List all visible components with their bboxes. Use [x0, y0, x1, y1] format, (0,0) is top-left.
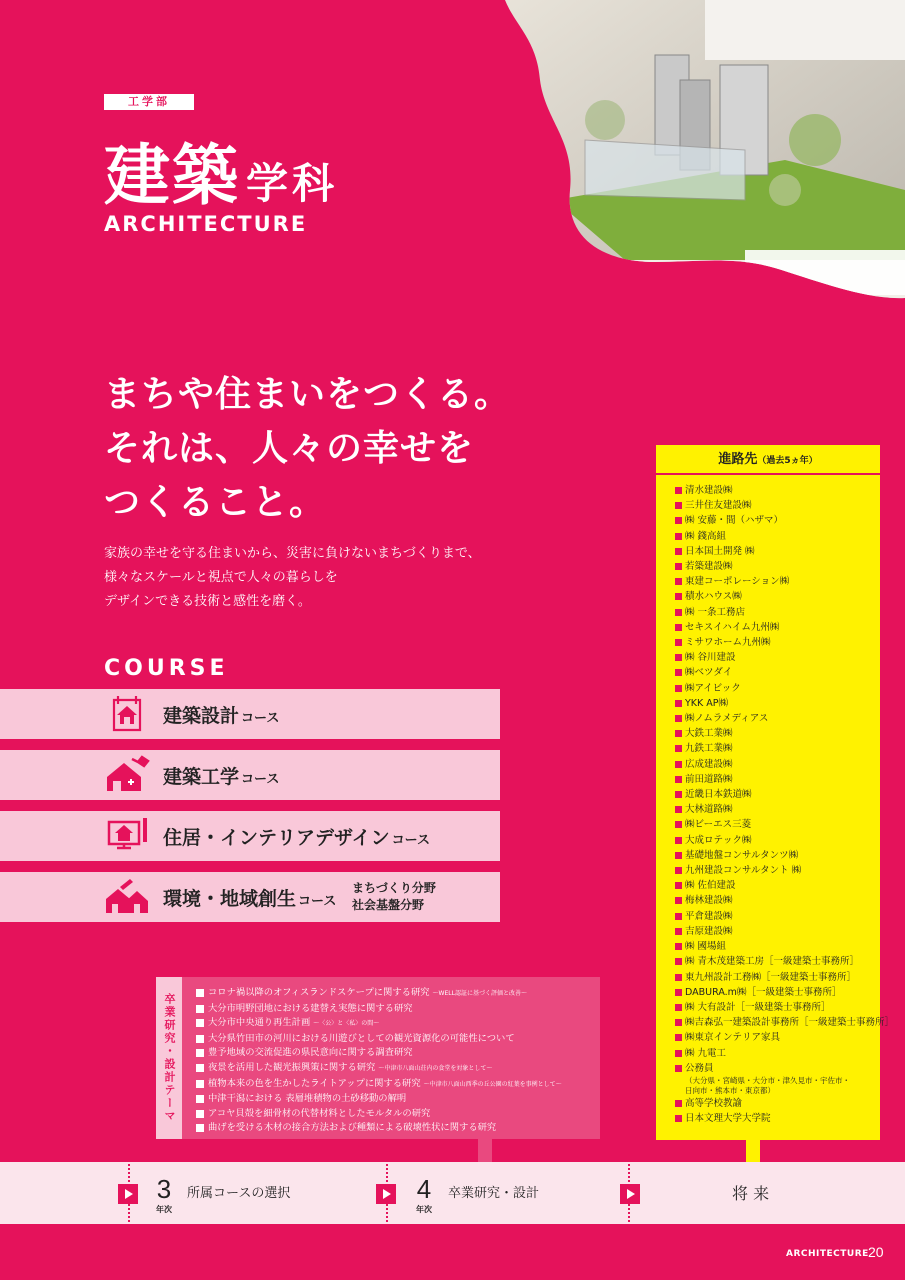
- career-item: 日本国土開発 ㈱: [675, 544, 880, 559]
- thesis-list: [196, 986, 562, 1136]
- career-item: ㈱ 谷川建設: [675, 650, 880, 665]
- thesis-note: 〜中津市八面山荘内の食堂を対象として〜: [378, 1064, 493, 1072]
- career-item: ㈱ 九電工: [675, 1046, 880, 1061]
- career-panel: [656, 445, 895, 1140]
- thesis-item: [196, 1046, 562, 1061]
- course-item-interior-design[interactable]: [0, 811, 500, 861]
- thesis-item: [196, 1121, 562, 1136]
- career-item: ㈱ 大有設計［一級建築士事務所］: [675, 1000, 880, 1015]
- thesis-title: 植物本来の色を生かしたライトアップに関する研究: [208, 1077, 421, 1089]
- course-name: 建築設計 コース: [163, 704, 280, 727]
- thesis-panel: [156, 977, 600, 1139]
- thesis-item: [196, 1077, 562, 1093]
- career-item: ㈱東京インテリア家具: [675, 1030, 880, 1045]
- catch-line: それは、人々の幸せを: [104, 428, 475, 469]
- department-title-sub: 学科: [246, 159, 339, 208]
- thesis-item: [196, 1107, 562, 1122]
- career-item: 大林道路㈱: [675, 802, 880, 817]
- career-item: ㈱ 錢高組: [675, 529, 880, 544]
- play-arrow-icon: [118, 1184, 138, 1204]
- course-item-regional-creation[interactable]: [0, 872, 500, 922]
- department-title-main: 建築: [104, 137, 240, 214]
- thesis-note: 〜WELL認証に基づく評価と改善〜: [432, 990, 527, 997]
- career-item: ㈱ 國場組: [675, 939, 880, 954]
- career-item: ㈱アイビック: [675, 681, 880, 696]
- catch-copy: [104, 368, 511, 530]
- career-item: ㈱ノムラメディアス: [675, 711, 880, 726]
- timeline: [0, 1162, 905, 1224]
- architecture-model-photo: [485, 0, 905, 300]
- career-item: 東九州設計工務㈱［一級建築士事務所］: [675, 970, 880, 985]
- career-item: DABURA.m㈱［一級建築士事務所］: [675, 985, 880, 1000]
- career-item: 若築建設㈱: [675, 559, 880, 574]
- career-item: ㈱吉森弘一建築設計事務所［一級建築士事務所］: [675, 1015, 880, 1030]
- department-title-en: ARCHITECTURE: [104, 212, 308, 236]
- lead-line: 様々なスケールと視点で人々の暮らしを: [104, 570, 338, 585]
- career-item: ミサワホーム九州㈱: [675, 635, 880, 650]
- course-name: 住居・インテリアデザイン コース: [163, 826, 431, 849]
- career-heading: 進路先（過去5ヵ年）: [656, 445, 880, 475]
- career-item: 広成建設㈱: [675, 757, 880, 772]
- timeline-step-label: 所属コースの選択: [187, 1186, 291, 1201]
- timeline-step-label: 卒業研究・設計: [448, 1186, 540, 1201]
- career-item: 日本文理大学大学院: [675, 1111, 880, 1126]
- career-item: 九州建設コンサルタント ㈱: [675, 863, 880, 878]
- thesis-title: 夜景を活用した観光振興策に関する研究: [208, 1061, 376, 1073]
- career-item: ㈱ 青木茂建築工房［一級建築士事務所］: [675, 954, 880, 969]
- faculty-tag: 工学部: [104, 94, 194, 110]
- play-arrow-icon: [376, 1184, 396, 1204]
- timeline-step-label: 将 来: [732, 1184, 770, 1203]
- thesis-title: 中津干潟における 表層堆積物の土砂移動の解明: [208, 1093, 407, 1105]
- career-item: 三井住友建設㈱: [675, 498, 880, 513]
- play-arrow-icon: [620, 1184, 640, 1204]
- career-item: ㈱ベツダイ: [675, 665, 880, 680]
- lead-text: [104, 542, 481, 614]
- career-item: 大成ロテック㈱: [675, 833, 880, 848]
- department-title: [104, 122, 338, 217]
- thesis-title: 豊予地域の交流促進の県民意向に関する調査研究: [208, 1047, 413, 1059]
- course-name: 環境・地域創生 コース: [163, 887, 337, 910]
- career-item: 前田道路㈱: [675, 772, 880, 787]
- town-pencil-icon: [104, 877, 150, 917]
- career-item: ㈱ 一条工務店: [675, 605, 880, 620]
- career-item: YKK AP㈱: [675, 696, 880, 711]
- thesis-item: [196, 1061, 562, 1077]
- career-item: 平倉建設㈱: [675, 909, 880, 924]
- thesis-label: 卒業研究・設計テーマ: [156, 977, 182, 1139]
- course-subfield: まちづくり分野: [352, 881, 436, 895]
- course-heading: COURSE: [104, 656, 229, 681]
- thesis-item: [196, 986, 562, 1002]
- catch-line: まちや住まいをつくる。: [104, 374, 512, 415]
- house-hammer-icon: [104, 755, 150, 795]
- career-item: 梅林建設㈱: [675, 893, 880, 908]
- career-item: 高等学校教諭: [675, 1096, 880, 1111]
- timeline-year: 4: [416, 1174, 432, 1204]
- career-item: 大鉄工業㈱: [675, 726, 880, 741]
- thesis-item: [196, 1002, 562, 1017]
- career-note: 日向市・熊本市・東京都）: [685, 1085, 775, 1095]
- blueprint-house-icon: [104, 694, 150, 734]
- career-item: ㈱ 安藤・間（ハザマ）: [675, 513, 880, 528]
- career-item: 近畿日本鉄道㈱: [675, 787, 880, 802]
- timeline-year-unit: 年次: [156, 1205, 172, 1214]
- course-item-building-engineering[interactable]: [0, 750, 500, 800]
- course-name: 建築工学 コース: [163, 765, 280, 788]
- thesis-note: 〜〈公〉と〈私〉の間〜: [313, 1020, 380, 1028]
- course-item-architectural-design[interactable]: [0, 689, 500, 739]
- thesis-item: [196, 1032, 562, 1047]
- career-list: [656, 475, 895, 1126]
- lead-line: 家族の幸せを守る住まいから、災害に負けないまちづくりまで、: [104, 546, 481, 561]
- course-subfields: [352, 880, 436, 914]
- course-subfield: 社会基盤分野: [352, 898, 425, 912]
- timeline-year-unit: 年次: [416, 1205, 432, 1214]
- career-item: 公務員: [675, 1061, 880, 1076]
- career-note: （大分県・宮崎県・大分市・津久見市・宇佐市・: [685, 1075, 850, 1085]
- thesis-item: [196, 1092, 562, 1107]
- thesis-title: 大分市明野団地における建替え実態に関する研究: [208, 1002, 413, 1014]
- career-item: ㈱ 佐伯建設: [675, 878, 880, 893]
- career-item: 九鉄工業㈱: [675, 741, 880, 756]
- career-item: 東建コーポレーション㈱: [675, 574, 880, 589]
- catch-line: つくること。: [104, 482, 327, 523]
- career-item: セキスイハイム九州㈱: [675, 620, 880, 635]
- thesis-title: コロナ禍以降のオフィスランドスケープに関する研究: [208, 987, 430, 998]
- thesis-title: 大分県竹田市の河川における川遊びとしての観光資源化の可能性について: [208, 1032, 515, 1044]
- career-item: 基礎地盤コンサルタンツ㈱: [675, 848, 880, 863]
- lead-line: デザインできる技術と感性を磨く。: [104, 594, 311, 609]
- thesis-item: [196, 1016, 562, 1032]
- career-item: 清水建設㈱: [675, 483, 880, 498]
- page-number: 20: [868, 1244, 884, 1260]
- thesis-note: 〜中津市八面山西季の丘公園の紅葉を事例として〜: [423, 1080, 562, 1088]
- footer-section: ARCHITECTURE: [786, 1249, 869, 1259]
- thesis-title: 曲げを受ける木材の接合方法および種類による破壊性状に関する研究: [208, 1122, 497, 1134]
- career-item: ㈱ビーエス三菱: [675, 817, 880, 832]
- thesis-title: 大分市中央通り再生計画: [208, 1017, 311, 1029]
- computer-house-icon: [104, 816, 150, 856]
- timeline-year: 3: [156, 1174, 172, 1204]
- thesis-title: アコヤ貝殻を細骨材の代替材料としたモルタルの研究: [208, 1107, 431, 1119]
- career-item: 積水ハウス㈱: [675, 589, 880, 604]
- career-item: 吉原建設㈱: [675, 924, 880, 939]
